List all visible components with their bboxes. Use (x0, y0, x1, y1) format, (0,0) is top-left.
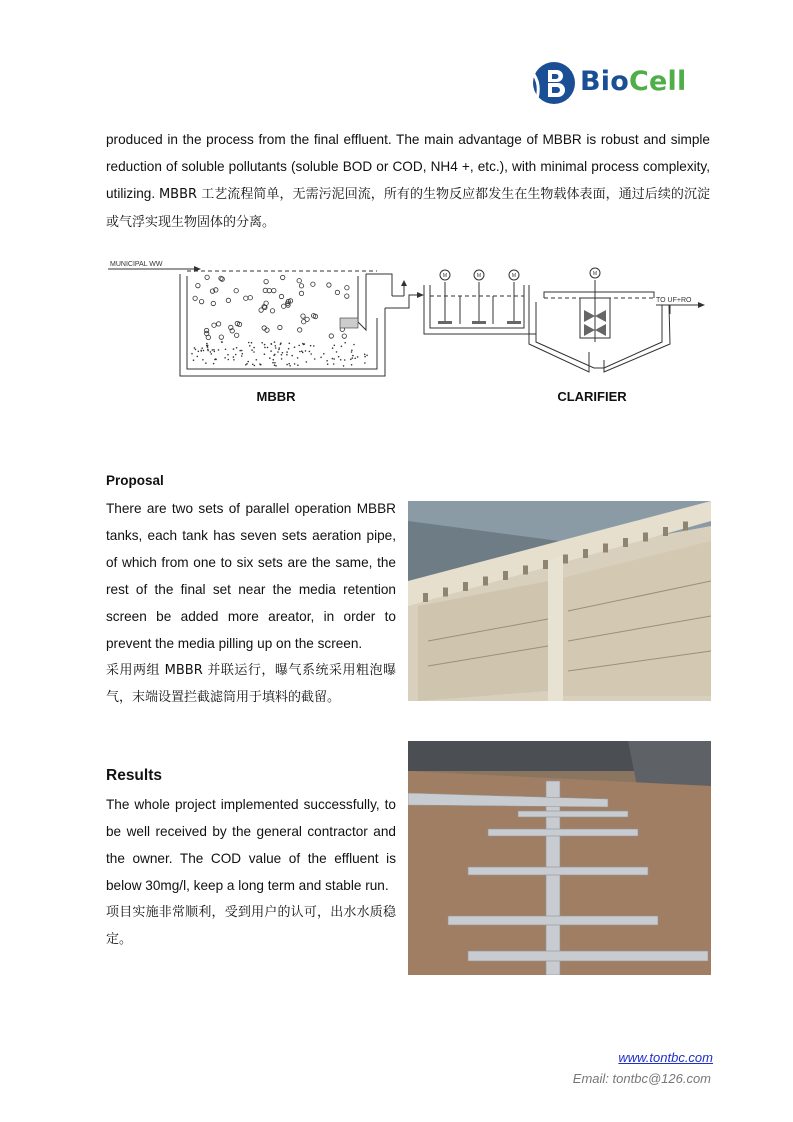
mbbr-tank-photo (408, 501, 711, 701)
outlet-label: TO UF+RO (656, 297, 692, 304)
retention-screen (340, 318, 358, 328)
proposal-heading: Proposal (106, 473, 164, 488)
motor-label: M (511, 273, 517, 279)
motor-label: M (442, 273, 448, 279)
process-diagram (104, 252, 710, 412)
email-text: Email: tontbc@126.com (572, 1071, 711, 1086)
biocell-logo-icon (530, 56, 578, 108)
intro-text-cn: MBBR 工艺流程简单，无需污泥回流，所有的生物反应都发生在生物载体表面，通过后续的沉淀或气浮实现生物固体的分离。 (106, 187, 710, 230)
intro-paragraph (106, 126, 710, 236)
inlet-label: MUNICIPAL WW (110, 261, 163, 268)
proposal-paragraph (106, 495, 396, 711)
motor-label: M (476, 273, 482, 279)
caption-mbbr: MBBR (256, 389, 296, 404)
biocell-logo (530, 56, 720, 116)
caption-clarifier: CLARIFIER (557, 389, 627, 404)
intro-text-en: produced in the process from the final effluent. The main advantage of MBBR is robust and simple reduction of soluble pollutants (soluble BOD or COD, NH4 +, etc.), with minimal process complexity, utilizing. (106, 132, 710, 201)
aeration-pipe-photo (408, 741, 711, 975)
motor-label: M (592, 271, 598, 277)
results-heading: Results (106, 767, 162, 784)
logo-wordmark: BioCell (580, 66, 687, 97)
proposal-text-en: There are two sets of parallel operation MBBR tanks, each tank has seven sets aeration pipe, of which from one to six sets are the same, the rest of the final set near the media retention screen be added more areator, in order to prevent the media pilling up on the screen. (106, 501, 396, 651)
results-text-en: The whole project implemented successfully, to be well received by the general contractor and the owner. The COD value of the effluent is below 30mg/l, keep a long term and stable run. (106, 797, 396, 893)
results-paragraph (106, 791, 396, 953)
proposal-text-cn: 采用两组 MBBR 并联运行，曝气系统采用粗泡曝气，末端设置拦截滤筒用于填料的截留。 (106, 663, 396, 705)
results-text-cn: 项目实施非常顺利，受到用户的认可，出水水质稳定。 (106, 905, 396, 947)
website-link[interactable]: www.tontbc.com (618, 1050, 713, 1065)
